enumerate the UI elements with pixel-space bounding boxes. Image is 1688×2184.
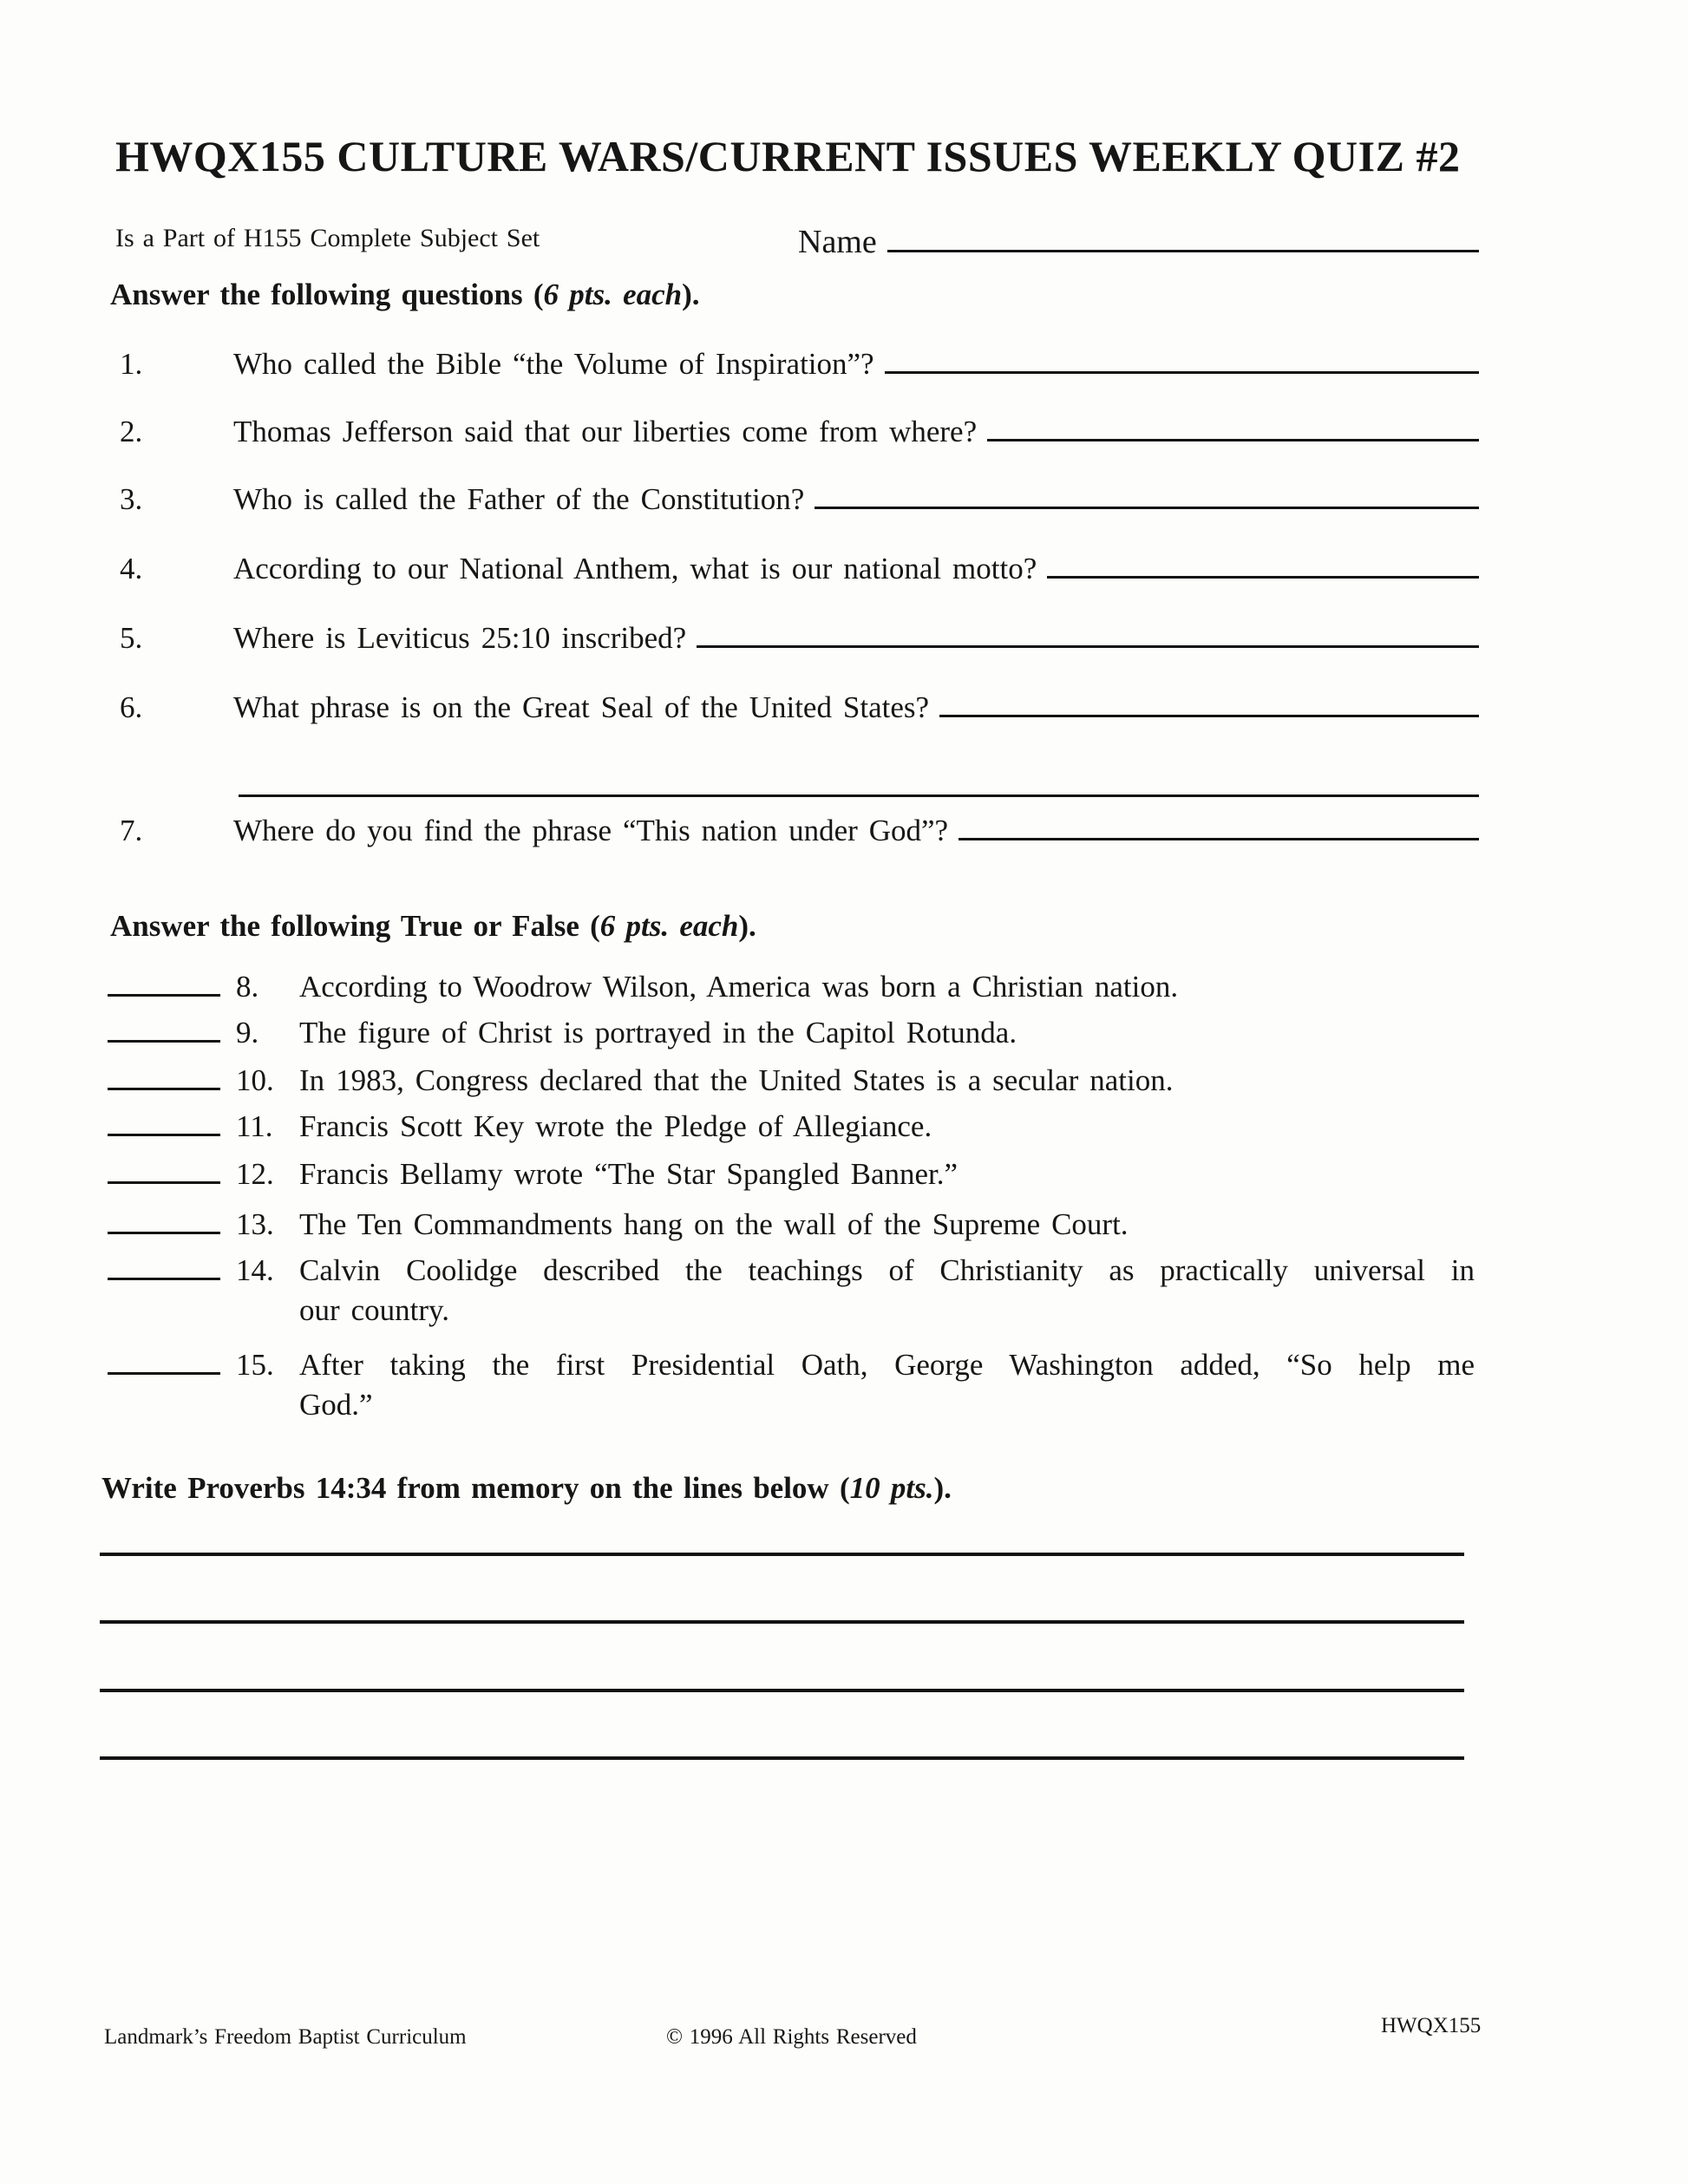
essay-heading-points: 10 pts. bbox=[849, 1471, 934, 1505]
tf-statement-line-2: God.” bbox=[299, 1388, 373, 1422]
question-text: Where is Leviticus 25:10 inscribed? bbox=[233, 621, 687, 655]
essay-section-heading bbox=[101, 1469, 952, 1507]
question-number: 6. bbox=[120, 690, 143, 724]
tf-heading-points: 6 pts. each bbox=[599, 909, 739, 943]
tf-statement bbox=[299, 1013, 1475, 1053]
tf-number: 13. bbox=[236, 1207, 274, 1241]
tf-heading-text: Answer the following True or False ( bbox=[110, 909, 600, 943]
tf-statement bbox=[299, 1061, 1475, 1101]
questions-section-heading bbox=[110, 276, 700, 314]
tf-heading-close: ). bbox=[738, 909, 756, 943]
question-number: 1. bbox=[120, 347, 143, 381]
answer-line-6[interactable] bbox=[939, 715, 1479, 717]
tf-statement-line: The Ten Commandments hang on the wall of the Supreme Court. bbox=[299, 1207, 1129, 1241]
answer-line-1[interactable] bbox=[885, 371, 1479, 374]
question-text: Where do you find the phrase “This nation under God”? bbox=[233, 814, 949, 847]
tf-number: 14. bbox=[236, 1253, 274, 1287]
quiz-title: HWQX155 CULTURE WARS/CURRENT ISSUES WEEKLY QUIZ #2 bbox=[115, 132, 1461, 180]
tf-statement bbox=[299, 1251, 1475, 1331]
footer-copyright: © 1996 All Rights Reserved bbox=[666, 2025, 917, 2049]
tf-statement-line-1: After taking the first Presidential Oath, George Washington added, “So help me bbox=[299, 1348, 1475, 1382]
answer-line-3[interactable] bbox=[815, 507, 1479, 509]
tf-answer-blank-12[interactable] bbox=[108, 1181, 220, 1184]
tf-row-13 bbox=[108, 1205, 1475, 1245]
name-row bbox=[798, 222, 1479, 262]
tf-statement-line-2: our country. bbox=[299, 1293, 449, 1327]
tf-answer-blank-8[interactable] bbox=[108, 994, 220, 997]
tf-statement-line: In 1983, Congress declared that the United States is a secular nation. bbox=[299, 1063, 1174, 1097]
name-field-line[interactable] bbox=[887, 250, 1479, 252]
tf-statement-line: The figure of Christ is portrayed in the Capitol Rotunda. bbox=[299, 1016, 1017, 1049]
tf-statement-line: Francis Bellamy wrote “The Star Spangled Banner.” bbox=[299, 1157, 958, 1191]
question-row-3 bbox=[120, 481, 1479, 519]
tf-statement bbox=[299, 967, 1475, 1007]
tf-number: 11. bbox=[236, 1109, 273, 1143]
tf-row-15 bbox=[108, 1345, 1475, 1425]
name-label: Name bbox=[798, 224, 877, 260]
tf-answer-blank-15[interactable] bbox=[108, 1372, 220, 1375]
tf-statement-line: According to Woodrow Wilson, America was born a Christian nation. bbox=[299, 970, 1179, 1004]
questions-heading-text: Answer the following questions ( bbox=[110, 278, 544, 311]
tf-statement-line: Francis Scott Key wrote the Pledge of Allegiance. bbox=[299, 1109, 932, 1143]
tf-row-10 bbox=[108, 1061, 1475, 1101]
essay-line-3[interactable] bbox=[100, 1689, 1464, 1692]
tf-answer-blank-14[interactable] bbox=[108, 1278, 220, 1280]
tf-row-11 bbox=[108, 1107, 1475, 1147]
tf-number: 10. bbox=[236, 1063, 274, 1097]
question-number: 7. bbox=[120, 814, 143, 847]
tf-number: 8. bbox=[236, 970, 259, 1004]
question-row-2 bbox=[120, 413, 1479, 451]
tf-number: 12. bbox=[236, 1157, 274, 1191]
question-number: 3. bbox=[120, 482, 143, 516]
essay-heading-text: Write Proverbs 14:34 from memory on the lines below ( bbox=[101, 1471, 850, 1505]
answer-line-6-continuation[interactable] bbox=[239, 794, 1479, 797]
question-row-6 bbox=[120, 689, 1479, 727]
essay-line-2[interactable] bbox=[100, 1620, 1464, 1624]
question-text: Thomas Jefferson said that our liberties come from where? bbox=[233, 415, 978, 448]
footer-code: HWQX155 bbox=[1381, 2014, 1482, 2037]
question-text: What phrase is on the Great Seal of the United States? bbox=[233, 690, 930, 724]
answer-line-5[interactable] bbox=[697, 645, 1479, 648]
questions-heading-close: ). bbox=[682, 278, 700, 311]
answer-line-7[interactable] bbox=[958, 838, 1479, 840]
question-text: Who is called the Father of the Constitution? bbox=[233, 482, 805, 516]
question-row-7 bbox=[120, 812, 1479, 850]
essay-line-4[interactable] bbox=[100, 1756, 1464, 1760]
subtitle: Is a Part of H155 Complete Subject Set bbox=[115, 224, 540, 252]
question-row-1 bbox=[120, 345, 1479, 383]
tf-number: 9. bbox=[236, 1016, 259, 1049]
answer-line-4[interactable] bbox=[1047, 576, 1479, 579]
tf-statement bbox=[299, 1154, 1475, 1194]
question-number: 4. bbox=[120, 552, 143, 585]
tf-statement bbox=[299, 1107, 1475, 1147]
tf-row-8 bbox=[108, 967, 1475, 1007]
tf-row-9 bbox=[108, 1013, 1475, 1053]
essay-heading-close: ). bbox=[933, 1471, 952, 1505]
question-row-5 bbox=[120, 619, 1479, 657]
essay-line-1[interactable] bbox=[100, 1553, 1464, 1556]
true-false-section-heading bbox=[110, 907, 756, 945]
tf-answer-blank-9[interactable] bbox=[108, 1040, 220, 1043]
tf-answer-blank-11[interactable] bbox=[108, 1134, 220, 1136]
tf-answer-blank-10[interactable] bbox=[108, 1088, 220, 1090]
answer-line-2[interactable] bbox=[987, 439, 1479, 441]
question-number: 2. bbox=[120, 415, 143, 448]
tf-statement bbox=[299, 1345, 1475, 1425]
questions-heading-points: 6 pts. each bbox=[543, 278, 683, 311]
tf-row-14 bbox=[108, 1251, 1475, 1331]
question-row-4 bbox=[120, 550, 1479, 588]
tf-statement-line-1: Calvin Coolidge described the teachings of Christianity as practically universal in bbox=[299, 1253, 1475, 1287]
footer-publisher: Landmark’s Freedom Baptist Curriculum bbox=[104, 2025, 467, 2049]
tf-statement bbox=[299, 1205, 1475, 1245]
question-text: According to our National Anthem, what is our national motto? bbox=[233, 552, 1037, 585]
question-number: 5. bbox=[120, 621, 143, 655]
tf-number: 15. bbox=[236, 1348, 274, 1382]
question-text: Who called the Bible “the Volume of Inspiration”? bbox=[233, 347, 874, 381]
tf-answer-blank-13[interactable] bbox=[108, 1232, 220, 1234]
tf-row-12 bbox=[108, 1154, 1475, 1194]
